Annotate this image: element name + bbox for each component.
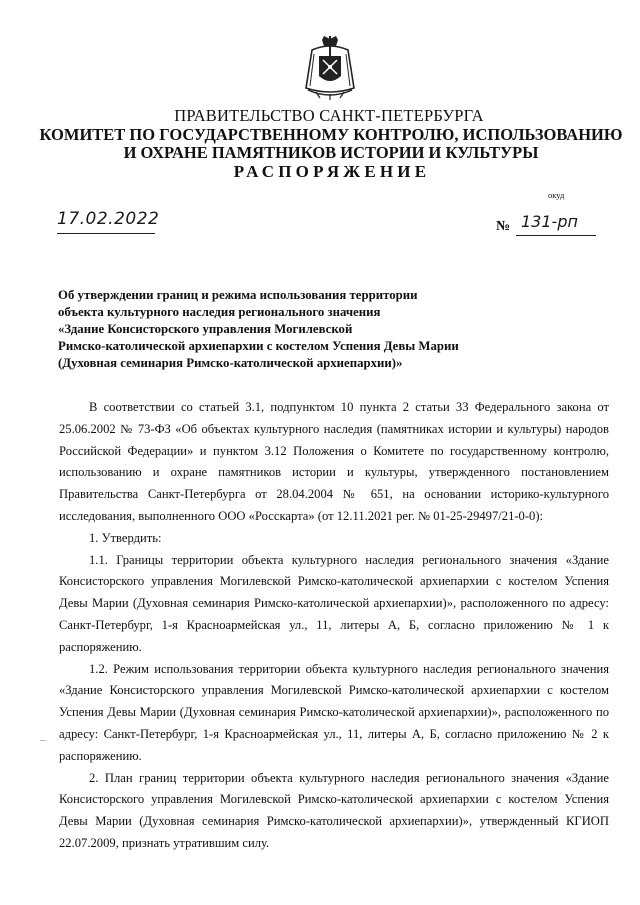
subject-line-1: Об утверждении границ и режима использования территории — [58, 288, 418, 302]
government-title: ПРАВИТЕЛЬСТВО САНКТ-ПЕТЕРБУРГА — [174, 106, 484, 125]
date-underline — [57, 233, 155, 234]
subject-line-2: объекта культурного наследия регионального значения — [58, 305, 381, 319]
okud-label: окуд — [548, 190, 565, 200]
document-number: 131-рп — [521, 212, 578, 231]
document-type-title: РАСПОРЯЖЕНИЕ — [233, 162, 431, 181]
committee-title-line-2: И ОХРАНЕ ПАМЯТНИКОВ ИСТОРИИ И КУЛЬТУРЫ — [123, 143, 539, 162]
committee-title — [0, 126, 640, 162]
item-2-paragraph: 2. План границ территории объекта культурного наследия регионального значения «Здание Консисторского управления Могилевской Римско-католической архиепархии с костелом Успения Девы Марии (Духовная семинария Римско-католической архиепархии)», утвержденный КГИОП 22.07.2009, признать утратившим силу. — [59, 770, 609, 850]
item-1-2-paragraph: 1.2. Режим использования территории объекта культурного наследия регионального значения «Здание Консисторского управления Могилевской Римско-католической архиепархии с костелом Успения Девы Марии (Духовная семинария Римско-католической архиепархии)», расположенного по адресу: Санкт-Петербург, 1-я Красноармейская ул., 11, литеры А, Б, согласно приложению № 2 к распоряжению. — [59, 661, 609, 763]
item-1-1-paragraph: 1.1. Границы территории объекта культурного наследия регионального значения «Здание Консисторского управления Могилевской Римско-католической архиепархии с костелом Успения Девы Марии (Духовная семинария Римско-католической архиепархии)», расположенного по адресу: Санкт-Петербург, 1-я Красноармейская ул., 11, литеры А, Б, согласно приложению № 1 к распоряжению. — [59, 552, 609, 654]
document-body — [59, 397, 609, 855]
margin-mark — [40, 740, 46, 741]
subject-line-3: «Здание Консисторского управления Могилевской — [58, 322, 353, 336]
document-date: 17.02.2022 — [57, 209, 160, 229]
item-1-paragraph: 1. Утвердить: — [89, 530, 162, 545]
subject-line-5: (Духовная семинария Римско-католической архиепархии)» — [58, 356, 403, 370]
coat-of-arms-emblem — [300, 36, 360, 100]
committee-title-line-1: КОМИТЕТ ПО ГОСУДАРСТВЕННОМУ КОНТРОЛЮ, ИСПОЛЬЗОВАНИЮ — [39, 125, 623, 144]
subject-line-4: Римско-католической архиепархии с костелом Успения Девы Марии — [58, 339, 459, 353]
preamble-paragraph: В соответствии со статьей 3.1, подпунктом 10 пункта 2 статьи 33 Федерального закона от 25.06.2002 № 73-ФЗ «Об объектах культурного наследия (памятниках истории и культуры) народов Российской Федерации» и пунктом 3.12 Положения о Комитете по государственному контролю, использованию и охране памятников истории и культуры, утвержденного постановлением Правительства Санкт-Петербурга от 28.04.2004 № 651, на основании историко-культурного исследования, выполненного ООО «Росскарта» (от 12.11.2021 рег. № 01-25-29497/21-0-0): — [59, 400, 609, 523]
number-label: № — [496, 219, 511, 234]
number-underline — [516, 235, 596, 236]
document-subject — [58, 287, 498, 372]
